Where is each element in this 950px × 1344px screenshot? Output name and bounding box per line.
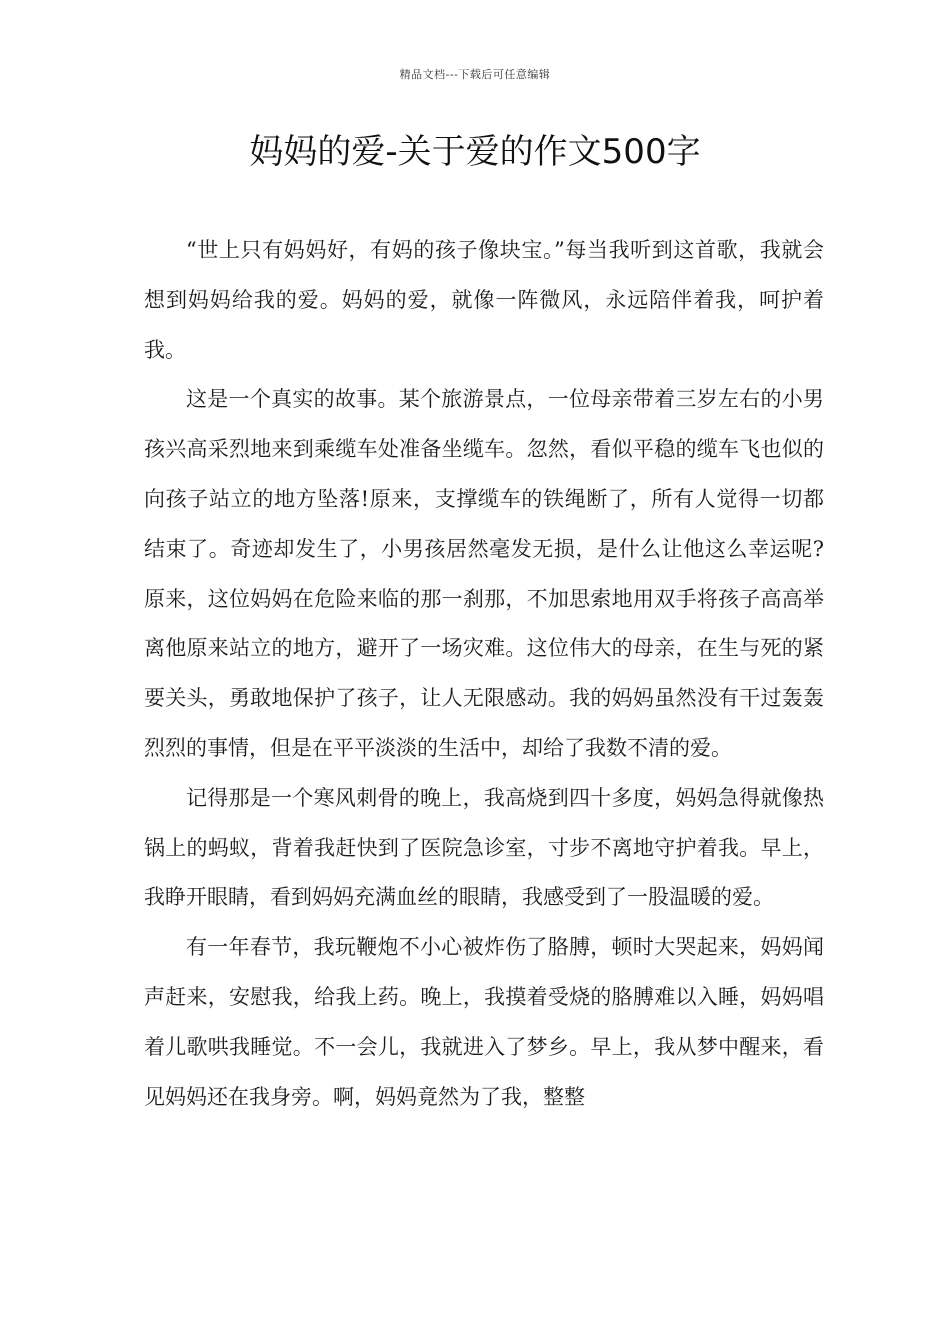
paragraph-1: “世上只有妈妈好，有妈的孩子像块宝。”每当我听到这首歌，我就会想到妈妈给我的爱。妈妈的爱，就像一阵微风，永远陪伴着我，呵护着我。 [144, 238, 824, 362]
paragraph-4: 有一年春节，我玩鞭炮不小心被炸伤了胳膊，顿时大哭起来，妈妈闻声赶来，安慰我，给我上药。晚上，我摸着受烧的胳膊难以入睡，妈妈唱着儿歌哄我睡觉。不一会儿，我就进入了梦乡。早上，我从梦中醒来，看见妈妈还在我身旁。啊，妈妈竟然为了我，整整 [144, 935, 824, 1109]
paragraph-3: 记得那是一个寒风刺骨的晚上，我高烧到四十多度，妈妈急得就像热锅上的蚂蚁，背着我赶快到了医院急诊室，寸步不离地守护着我。早上，我睁开眼睛，看到妈妈充满血丝的眼睛，我感受到了一股温暖的爱。 [144, 785, 824, 910]
header-note: 精品文档---下载后可任意编辑 [399, 68, 551, 81]
document-title: 妈妈的爱-关于爱的作文500字 [249, 132, 701, 172]
paragraph-2: 这是一个真实的故事。某个旅游景点，一位母亲带着三岁左右的小男孩兴高采烈地来到乘缆车处准备坐缆车。忽然，看似平稳的缆车飞也似的向孩子站立的地方坠落!原来，支撑缆车的铁绳断了，所有人觉得一切都结束了。奇迹却发生了，小男孩居然毫发无损，是什么让他这么幸运呢?原来，这位妈妈在危险来临的那一刹那，不加思索地用双手将孩子高高举离他原来站立的地方，避开了一场灾难。这位伟大的母亲，在生与死的紧要关头，勇敢地保护了孩子，让人无限感动。我的妈妈虽然没有干过轰轰烈烈的事情，但是在平平淡淡的生活中，却给了我数不清的爱。 [144, 387, 824, 760]
document-body [144, 226, 824, 1122]
